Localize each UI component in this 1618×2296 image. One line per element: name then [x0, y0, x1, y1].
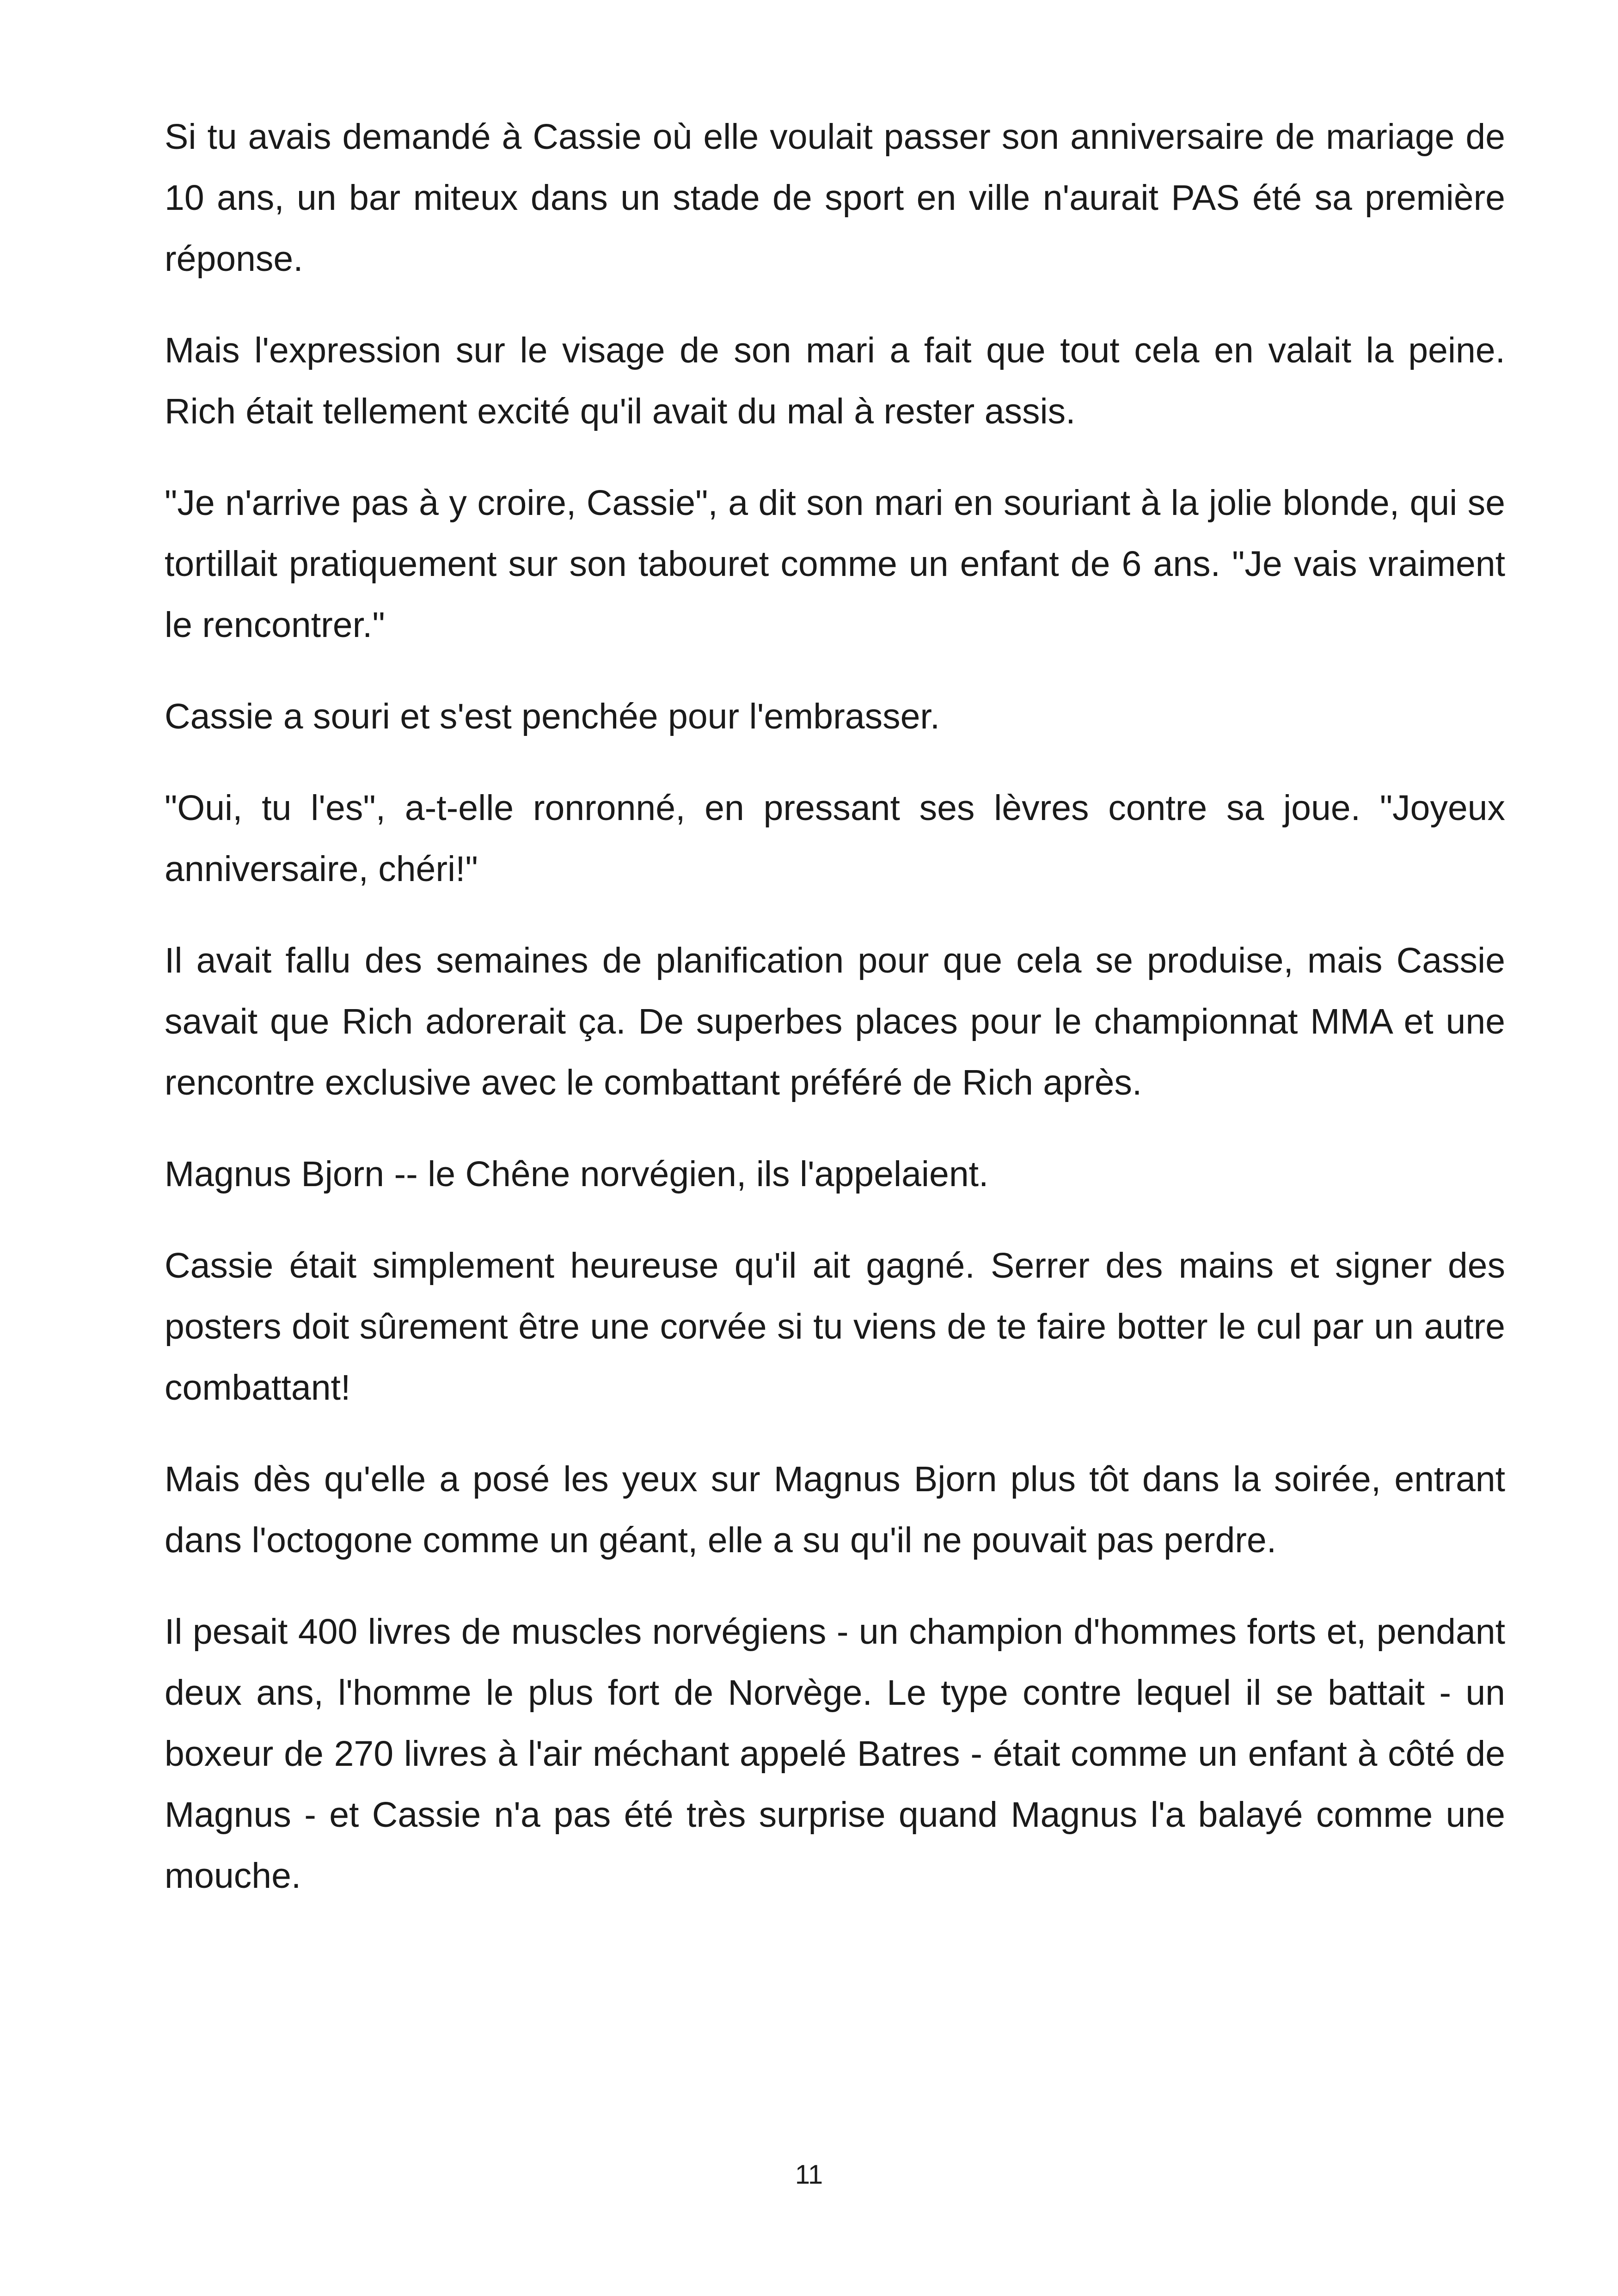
body-text: [165, 106, 1505, 1937]
paragraph-9: Mais dès qu'elle a posé les yeux sur Magnus Bjorn plus tôt dans la soirée, entrant dans l'octogone comme un géant, elle a su qu'il ne pouvait pas perdre.: [165, 1459, 1505, 1560]
paragraph-8: Cassie était simplement heureuse qu'il ait gagné. Serrer des mains et signer des posters doit sûrement être une corvée si tu viens de te faire botter le cul par un autre combattant!: [165, 1246, 1505, 1408]
paragraph-1: Si tu avais demandé à Cassie où elle voulait passer son anniversaire de mariage de 10 ans, un bar miteux dans un stade de sport en ville n'aurait PAS été sa première réponse.: [165, 117, 1505, 279]
paragraph-2: Mais l'expression sur le visage de son mari a fait que tout cela en valait la peine. Rich était tellement excité qu'il avait du mal à rester assis.: [165, 331, 1505, 431]
paragraph-10: Il pesait 400 livres de muscles norvégiens - un champion d'hommes forts et, pendant deux ans, l'homme le plus fort de Norvège. Le type contre lequel il se battait - un boxeur de 270 livres à l'air méchant appelé Batres - était comme un enfant à côté de Magnus - et Cassie n'a pas été très surprise quand Magnus l'a balayé comme une mouche.: [165, 1612, 1505, 1896]
paragraph-3: "Je n'arrive pas à y croire, Cassie", a dit son mari en souriant à la jolie blonde, qui se tortillait pratiquement sur son tabouret comme un enfant de 6 ans. "Je vais vraiment le rencontrer.": [165, 483, 1505, 645]
page-number: 11: [795, 2160, 823, 2190]
paragraph-4: Cassie a souri et s'est penchée pour l'embrasser.: [165, 697, 940, 736]
paragraph-5: "Oui, tu l'es", a-t-elle ronronné, en pressant ses lèvres contre sa joue. "Joyeux anniversaire, chéri!": [165, 788, 1505, 889]
paragraph-6: Il avait fallu des semaines de planification pour que cela se produise, mais Cassie savait que Rich adorerait ça. De superbes places pour le championnat MMA et une rencontre exclusive avec le combattant préféré de Rich après.: [165, 941, 1505, 1102]
paragraph-7: Magnus Bjorn -- le Chêne norvégien, ils l'appelaient.: [165, 1154, 989, 1194]
